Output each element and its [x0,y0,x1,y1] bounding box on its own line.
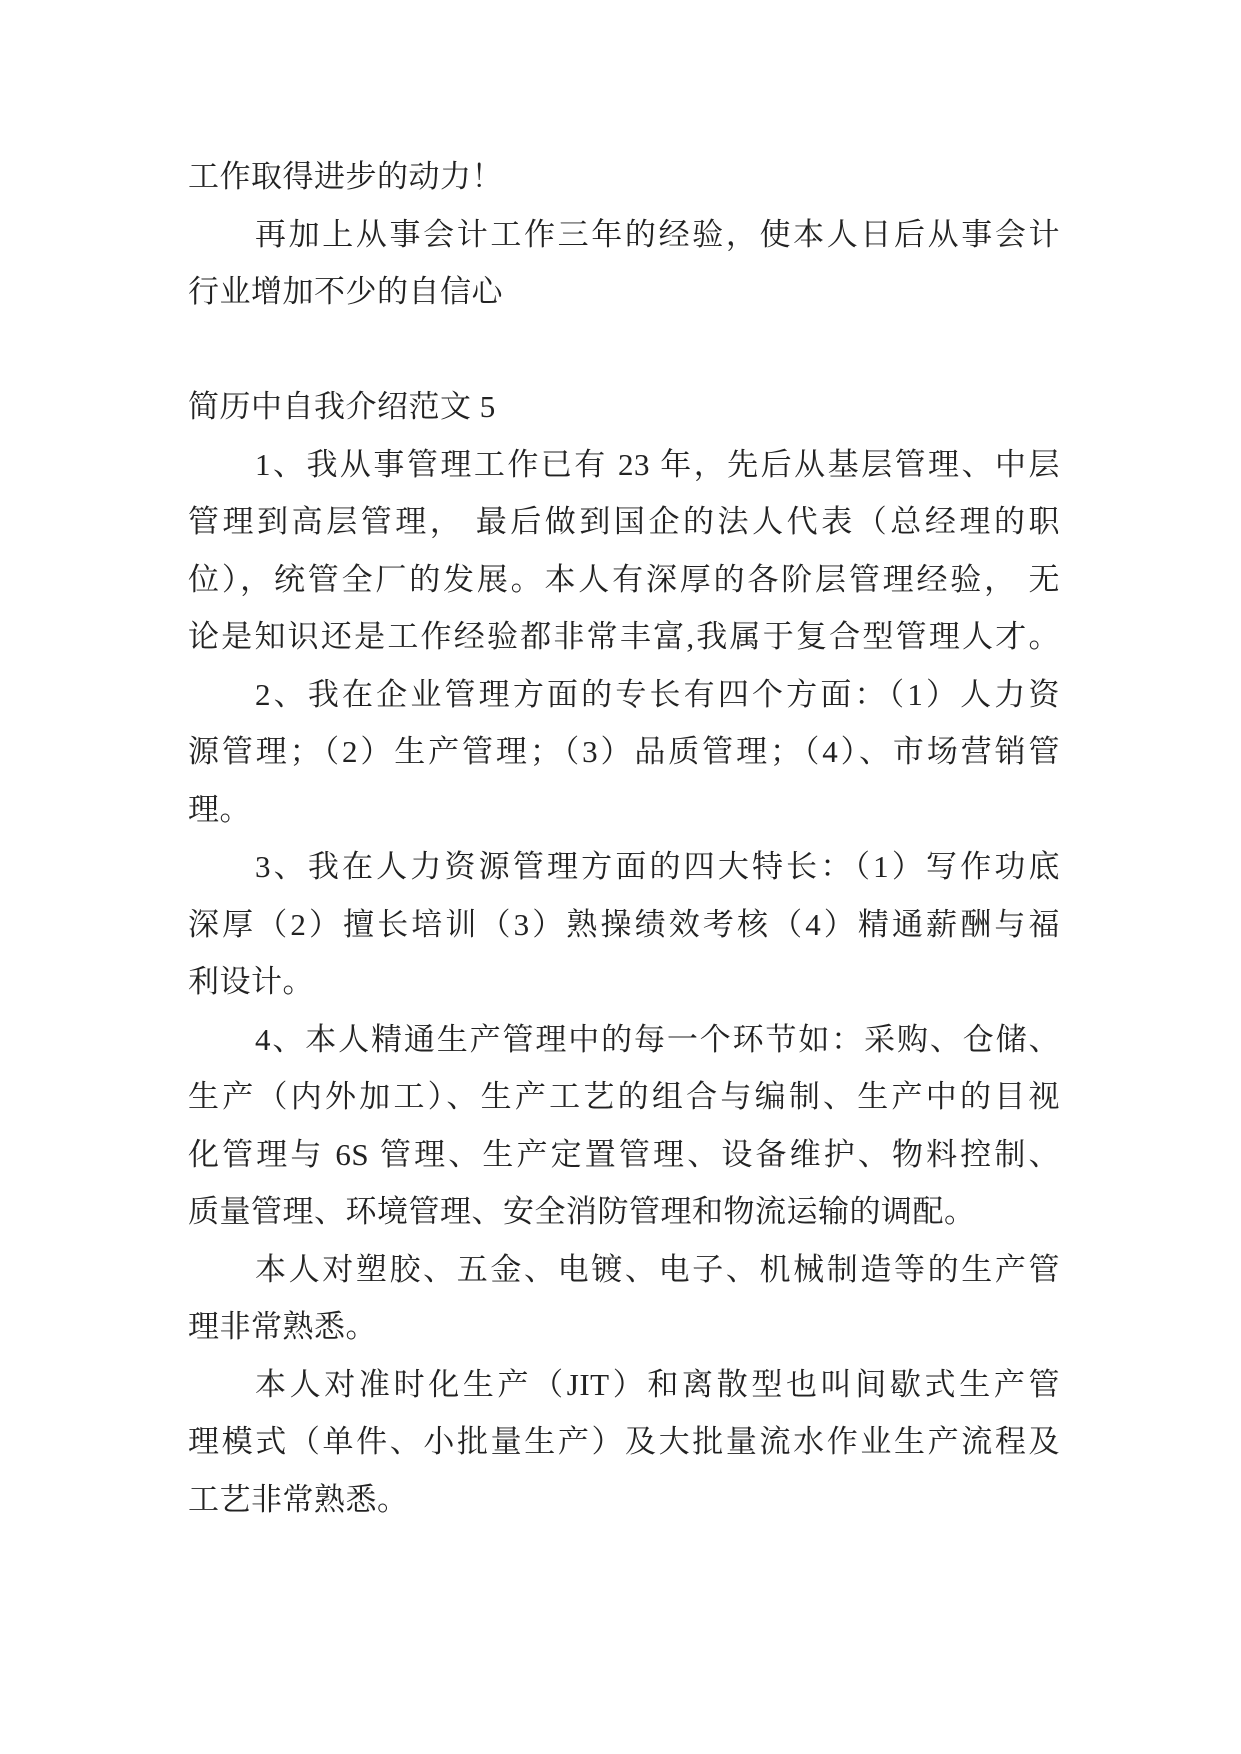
text-line: 3、我在人力资源管理方面的四大特长：（1）写作功底 [255,849,1060,884]
text-line: 深厚（2）擅长培训（3）熟操绩效考核（4）精通薪酬与福 [188,906,1060,942]
text-line: 质量管理、环境管理、安全消防管理和物流运输的调配。 [188,1194,976,1229]
text-line: 工作取得进步的动力！ [188,159,503,194]
text-line: 利设计。 [188,964,314,999]
text-line: 理。 [188,791,251,827]
text-line: 行业增加不少的自信心 [188,274,503,309]
text-line: 理模式（单件、小批量生产）及大批量流水作业生产流程及 [188,1424,1060,1459]
text-line: 再加上从事会计工作三年的经验，使本人日后从事会计 [255,216,1060,252]
text-line: 1、我从事管理工作已有 23 年，先后从基层管理、中层 [255,446,1060,482]
section-heading: 简历中自我介绍范文 5 [188,389,496,424]
document-text-block [188,148,1060,1528]
text-line: 2、我在企业管理方面的专长有四个方面：（1）人力资 [255,676,1060,712]
text-line: 本人对准时化生产（JIT）和离散型也叫间歇式生产管 [255,1366,1060,1402]
text-line: 本人对塑胶、五金、电镀、电子、机械制造等的生产管 [255,1251,1060,1287]
blank-line [188,321,1060,379]
text-line: 位），统管全厂的发展。本人有深厚的各阶层管理经验， 无 [188,561,1060,597]
text-line: 工艺非常熟悉。 [188,1481,409,1517]
text-line: 生产（内外加工）、生产工艺的组合与编制、生产中的目视 [188,1079,1060,1114]
text-line: 理非常熟悉。 [188,1309,377,1344]
text-line: 4、本人精通生产管理中的每一个环节如：采购、仓储、 [255,1021,1060,1057]
text-line: 管理到高层管理， 最后做到国企的法人代表（总经理的职 [188,504,1060,539]
text-line: 论是知识还是工作经验都非常丰富,我属于复合型管理人才。 [188,619,1060,654]
text-line: 源管理；（2）生产管理；（3）品质管理；（4）、市场营销管 [188,734,1060,769]
text-line: 化管理与 6S 管理、生产定置管理、设备维护、物料控制、 [188,1136,1060,1172]
